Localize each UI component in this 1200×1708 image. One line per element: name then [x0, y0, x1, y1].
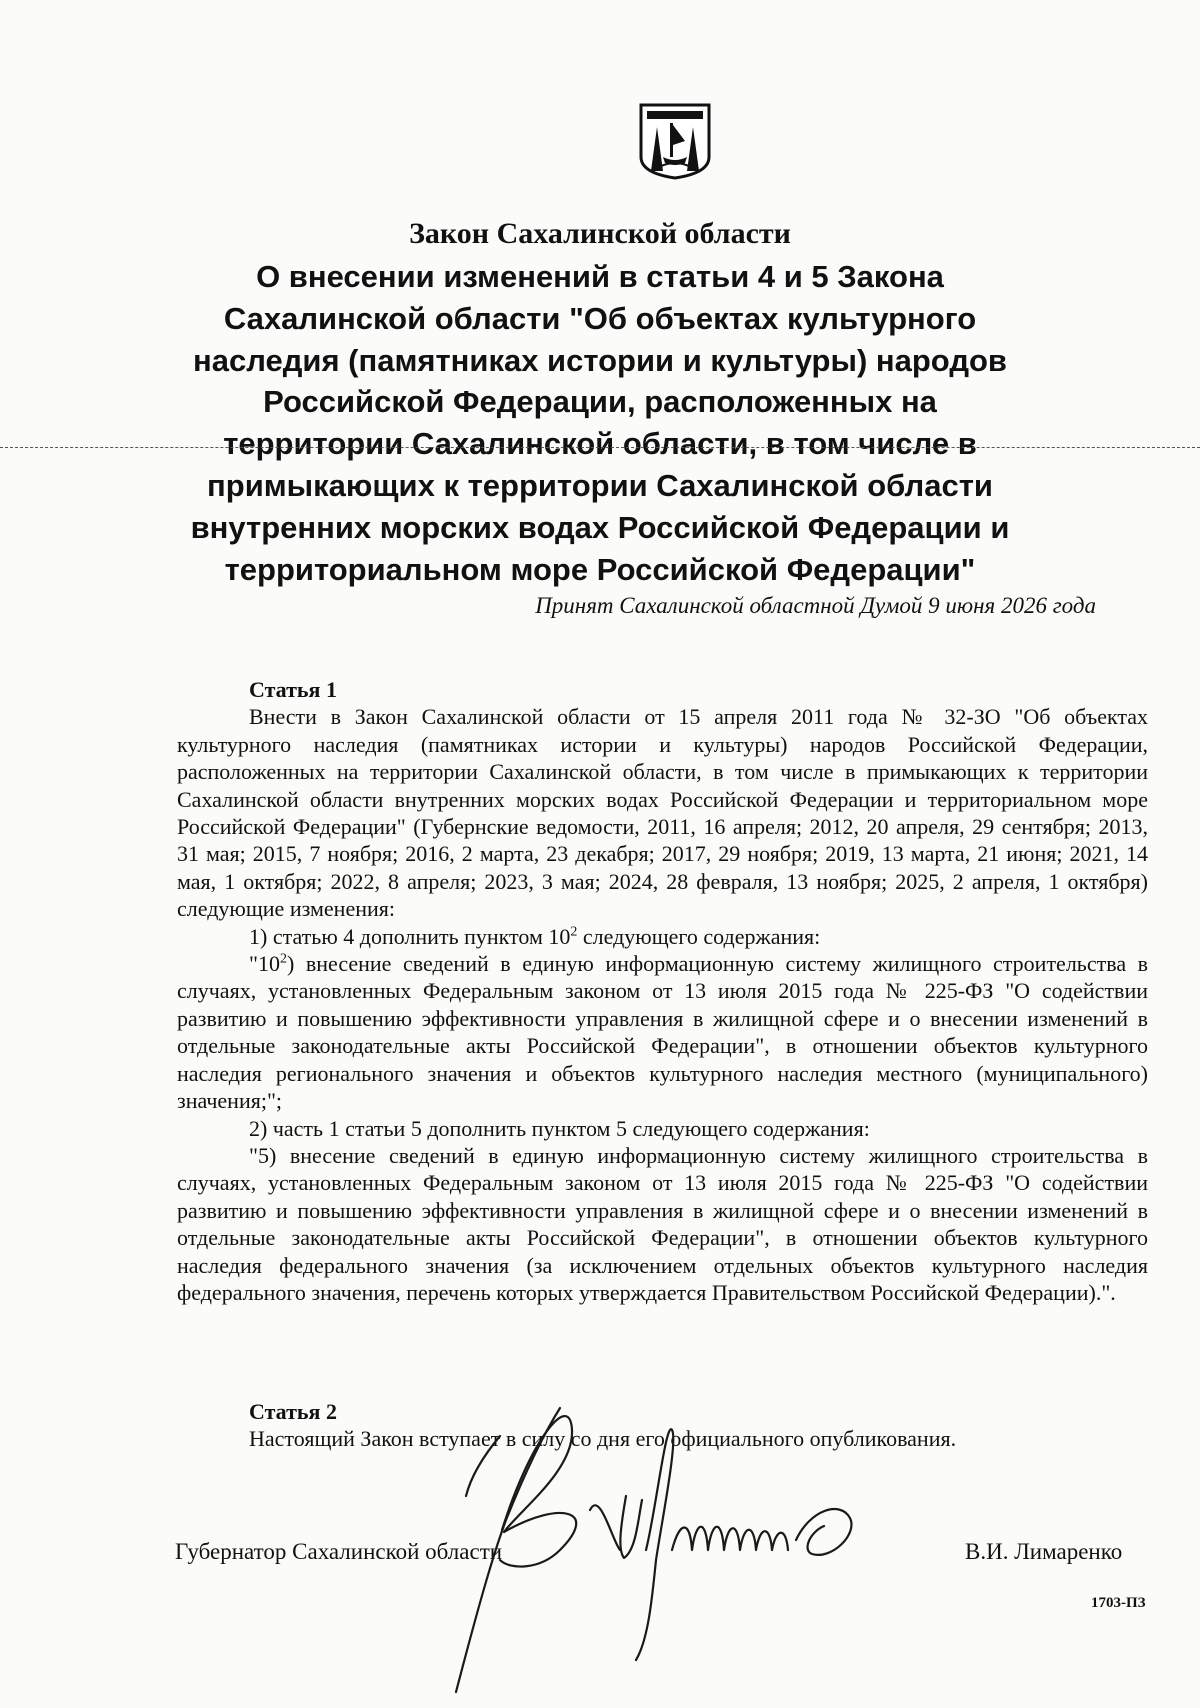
article-1 [177, 676, 1148, 1306]
article-1-item-1: 1) статью 4 дополнить пунктом $10^2$ следующего содержания: [249, 923, 821, 949]
article-1-quote-1: "$10^2$) внесение сведений в единую информационную систему жилищного строительства в случаях, установленных Федеральным законом от 13 июля 2015 года № 225-ФЗ "О содействии развитию и повышению эффективности управления в жилищной сфере и о внесении изменений в отдельные законодательные акты Российской Федерации", в отношении объектов культурного наследия регионального значения и объектов культурного наследия местного (муниципального) значения;"; [177, 951, 1148, 1114]
law-title-line: территориальном море Российской Федерации" [224, 551, 976, 587]
article-2-heading: Статья 2 [249, 1399, 337, 1424]
article-1-heading: Статья 1 [249, 677, 337, 702]
article-2-text: Настоящий Закон вступает в силу со дня его официального опубликования. [249, 1426, 957, 1452]
article-1-intro: Внести в Закон Сахалинской области от 15 апреля 2011 года № 32-ЗО "Об объектах культурного наследия (памятниках истории и культуры) народов Российской Федерации, расположенных на территории Сахалинской области, в том числе в примыкающих к территории Сахалинской области внутренних морских водах Российской Федерации и территориальном море Российской Федерации" (Губернские ведомости, 2011, 16 апреля; 2012, 20 апреля, 29 сентября; 2013, 31 мая; 2015, 7 ноября; 2016, 2 марта, 23 декабря; 2017, 29 ноября; 2019, 13 марта, 21 июня; 2021, 14 мая, 1 октября; 2022, 8 апреля; 2023, 3 мая; 2024, 28 февраля, 13 ноября; 2025, 2 апреля, 1 октября) следующие изменения: [177, 704, 1148, 922]
coat-of-arms-icon [637, 101, 713, 180]
law-title-line: наследия (памятниках истории и культуры) народов [193, 342, 1007, 378]
scan-artifact-line [0, 447, 1200, 448]
governor-name: В.И. Лимаренко [965, 1539, 1123, 1564]
law-title-line: примыкающих к территории Сахалинской области [207, 467, 993, 503]
law-title-line: территории Сахалинской области, в том числе в [223, 426, 977, 462]
registration-number: 1703-ПЗ [1091, 1595, 1146, 1611]
law-title-line: внутренних морских водах Российской Федерации и [190, 509, 1010, 545]
article-1-quote-2: "5) внесение сведений в единую информационную систему жилищного строительства в случаях, установленных Федеральным законом от 13 июля 2015 года № 225-ФЗ "О содействии развитию и повышению эффективности управления в жилищной сфере и о внесении изменений в отдельные законодательные акты Российской Федерации", в отношении объектов культурного наследия федерального значения (за исключением отдельных объектов культурного наследия федерального значения, перечень которых утверждается Правительством Российской Федерации).". [177, 1142, 1148, 1305]
handwritten-signature [440, 1400, 960, 1700]
law-title [160, 256, 1040, 590]
law-title-line: О внесении изменений в статьи 4 и 5 Закона [256, 259, 944, 294]
article-1-item-2: 2) часть 1 статьи 5 дополнить пунктом 5 следующего содержания: [249, 1115, 870, 1141]
signature-block [0, 1400, 1200, 1700]
governor-position: Губернатор Сахалинской области [175, 1539, 503, 1564]
law-kind-heading: Закон Сахалинской области [409, 217, 791, 250]
law-title-line: Российской Федерации, расположенных на [263, 384, 937, 420]
adoption-note: Принят Сахалинской областной Думой 9 июня 2026 года [535, 593, 1096, 618]
law-title-line: Сахалинской области "Об объектах культурного [223, 300, 977, 336]
